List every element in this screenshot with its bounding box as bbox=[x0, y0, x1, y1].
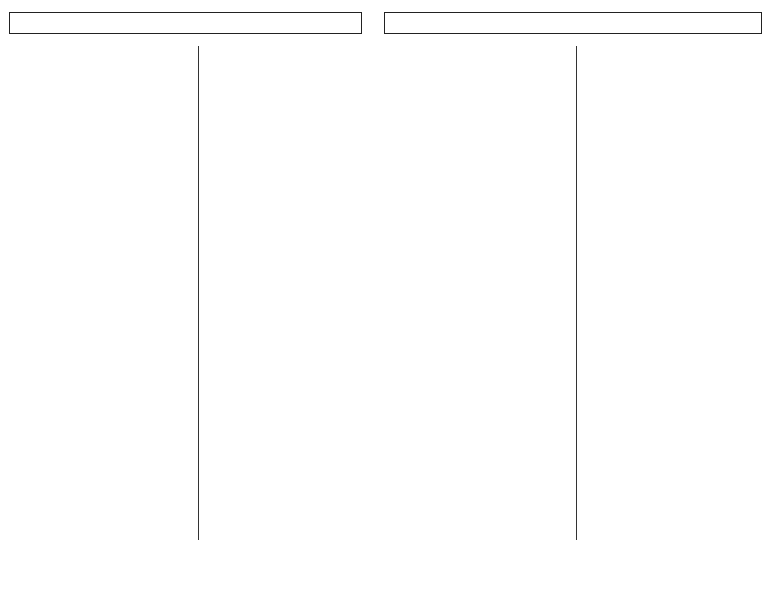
right-checklist-title bbox=[384, 12, 762, 34]
left-checklist-title bbox=[9, 12, 362, 34]
column-divider bbox=[198, 46, 199, 540]
column-divider bbox=[576, 46, 577, 540]
